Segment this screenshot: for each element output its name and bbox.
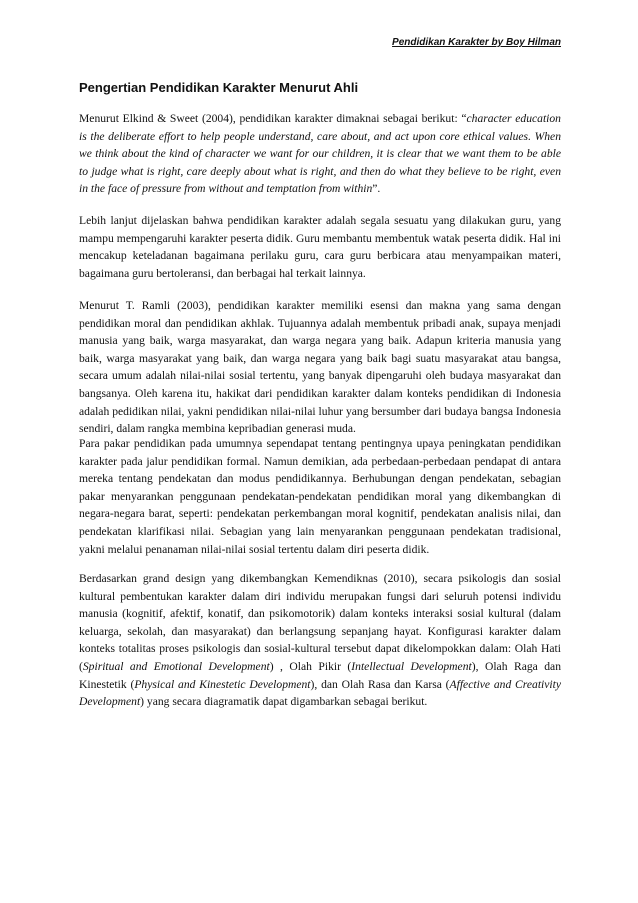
p5-text-a: Berdasarkan grand design yang dikembangkan Kemendiknas (2010), secara psikologis dan sosial kultural pembentukan karakter dalam diri individu merupakan fungsi dari seluruh potensi individu manusia (kognitif, afektif, konatif, dan psikomotorik) dalam konteks interaksi sosial kultural (dalam keluarga, sekolah, dan masyarakat) dan berlangsung sepanjang hayat. Konfigurasi karakter dalam konteks totalitas proses psikologis dan sosial-kultural tersebut dapat dikelompokkan dalam: Olah Hati ( <box>79 572 561 673</box>
paragraph-grand-design <box>79 570 561 711</box>
p5-text-c: ), Olah Raga dan Kinestetik ( <box>79 659 561 691</box>
paragraph-guru: Lebih lanjut dijelaskan bahwa pendidikan karakter adalah segala sesuatu yang dilakukan guru, yang mampu mempengaruhi karakter peserta didik. Guru membantu membentuk watak peserta didik. Hal ini mencakup keteladanan bagaimana perilaku guru, cara guru berbicara atau menyampaikan materi, bagaimana guru bertoleransi, dan berbagai hal terkait lainnya. <box>79 214 561 280</box>
paragraph-ramli: Menurut T. Ramli (2003), pendidikan karakter memiliki esensi dan makna yang sama dengan pendidikan moral dan pendidikan akhlak. Tujuannya adalah membentuk pribadi anak, supaya menjadi manusia yang baik, warga masyarakat, dan warga negara yang baik. Adapun kriteria manusia yang baik, warga masyarakat yang baik, dan warga negara yang baik bagi suatu masyarakat atau bangsa, secara umum adalah nilai-nilai sosial tertentu, yang banyak dipengaruhi oleh budaya masyarakat dan bangsanya. Oleh karena itu, hakikat dari pendidikan karakter dalam konteks pendidikan di Indonesia adalah pedidikan nilai, yakni pendidikan nilai-nilai luhur yang bersumber dari budaya bangsa Indonesia sendiri, dalam rangka membina kepribadian generasi muda. <box>79 299 561 436</box>
p5-text-b: ) , Olah Pikir ( <box>269 659 352 673</box>
p1-quote: character education is the deliberate effort to help people understand, care about, and act upon core ethical values. When we think about the kind of character we want for our children, it is clear that we want them to be able to judge what is right, care deeply about what is right, and then do what they believe to be right, even in the face of pressure from without and temptation from within <box>79 112 561 196</box>
p5-olah-hati: Spiritual and Emotional Development <box>82 659 270 673</box>
running-header: Pendidikan Karakter by Boy Hilman <box>392 37 561 48</box>
p5-olah-rasa: Affective and Creativity Development <box>79 677 561 709</box>
p5-text-e: ) yang secara diagramatik dapat digambarkan sebagai berikut. <box>140 695 428 709</box>
p5-olah-pikir: Intellectual Development <box>351 659 472 673</box>
p5-olah-raga: Physical and Kinestetic Development <box>134 677 311 691</box>
section-title: Pengertian Pendidikan Karakter Menurut Ahli <box>79 80 359 95</box>
p1-text: Menurut Elkind & Sweet (2004), pendidikan karakter dimaknai sebagai berikut: “ <box>79 112 467 125</box>
p1-close: ”. <box>372 182 381 196</box>
paragraph-elkind-sweet <box>79 110 561 198</box>
paragraph-pakar: Para pakar pendidikan pada umumnya sependapat tentang pentingnya upaya peningkatan pendidikan karakter pada jalur pendidikan formal. Namun demikian, ada perbedaan-perbedaan pendapat di antara mereka tentang pendekatan dan modus pendidikannya. Berhubungan dengan pendekatan, sebagian pakar menyarankan penggunaan pendekatan-pendekatan pendidikan moral yang dikembangkan di negara-negara barat, seperti: pendekatan perkembangan moral kognitif, pendekatan analisis nilai, dan pendekatan klarifikasi nilai. Sebagian yang lain menyarankan penggunaan pendekatan tradisional, yakni melalui penanaman nilai-nilai sosial tertentu dalam diri peserta didik. <box>79 437 561 556</box>
p5-text-d: ), dan Olah Rasa dan Karsa ( <box>310 677 450 691</box>
